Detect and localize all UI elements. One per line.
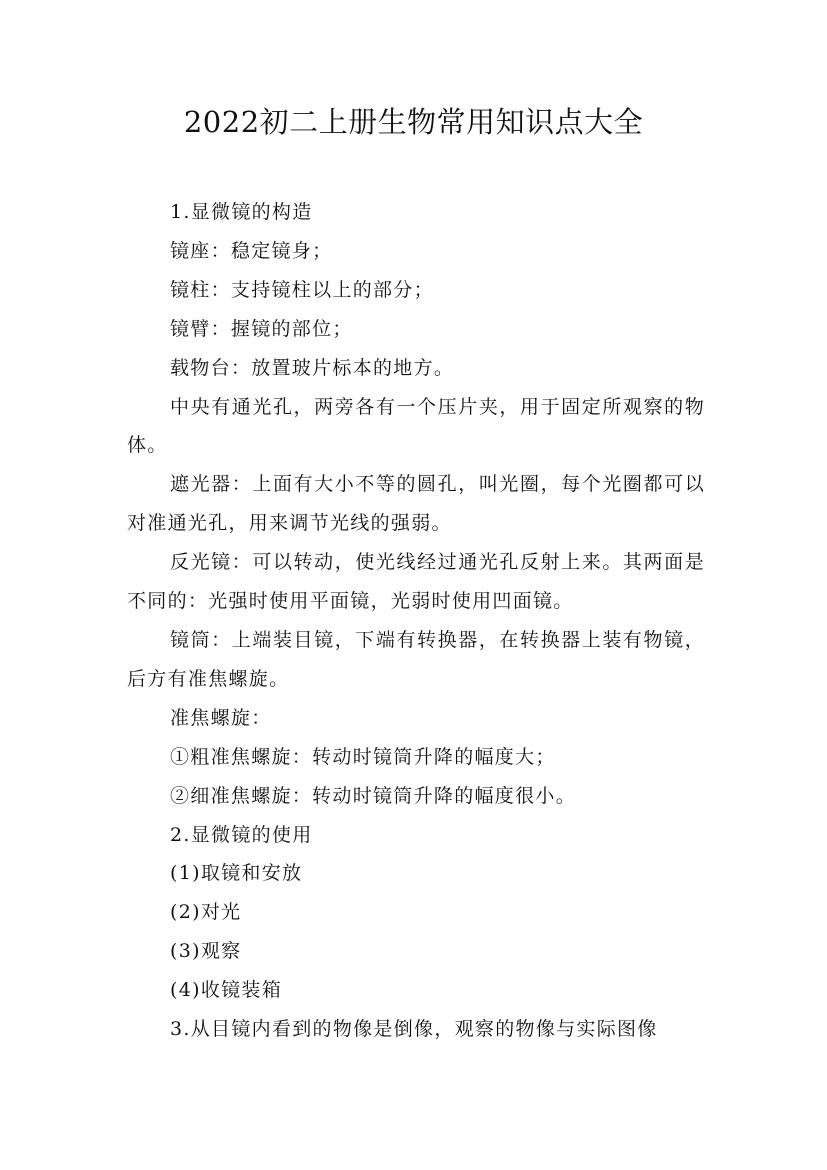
paragraph: 镜臂：握镜的部位； — [170, 317, 353, 340]
paragraph: 镜筒：上端装目镜，下端有转换器，在转换器上装有物镜，后方有准焦螺旋。 — [127, 628, 705, 690]
paragraph: 反光镜：可以转动，使光线经过通光孔反射上来。其两面是不同的：光强时使用平面镜，光弱时使用凹面镜。 — [127, 551, 705, 613]
paragraph: 镜座：稳定镜身； — [170, 239, 333, 262]
paragraph: 镜柱：支持镜柱以上的部分； — [170, 278, 434, 301]
document-title: 2022初二上册生物常用知识点大全 — [183, 105, 644, 139]
paragraph: (4)收镜装箱 — [170, 979, 283, 1002]
paragraph: 1.显微镜的构造 — [170, 201, 313, 223]
paragraph: (3)观察 — [170, 940, 242, 963]
paragraph: ①粗准焦螺旋：转动时镜筒升降的幅度大； — [170, 745, 556, 768]
paragraph: ②细准焦螺旋：转动时镜筒升降的幅度很小。 — [170, 784, 577, 807]
paragraph: 遮光器：上面有大小不等的圆孔，叫光圈，每个光圈都可以对准通光孔，用来调节光线的强弱。 — [127, 473, 705, 535]
paragraph: 准焦螺旋： — [170, 706, 272, 729]
paragraph: (1)取镜和安放 — [170, 862, 303, 885]
paragraph: 中央有通光孔，两旁各有一个压片夹，用于固定所观察的物体。 — [127, 395, 705, 457]
paragraph: 载物台：放置玻片标本的地方。 — [170, 356, 455, 379]
paragraph: 2.显微镜的使用 — [170, 823, 313, 846]
document-body — [127, 193, 705, 1049]
paragraph: (2)对光 — [170, 901, 242, 924]
paragraph: 3.从目镜内看到的物像是倒像，观察的物像与实际图像 — [170, 1018, 658, 1041]
